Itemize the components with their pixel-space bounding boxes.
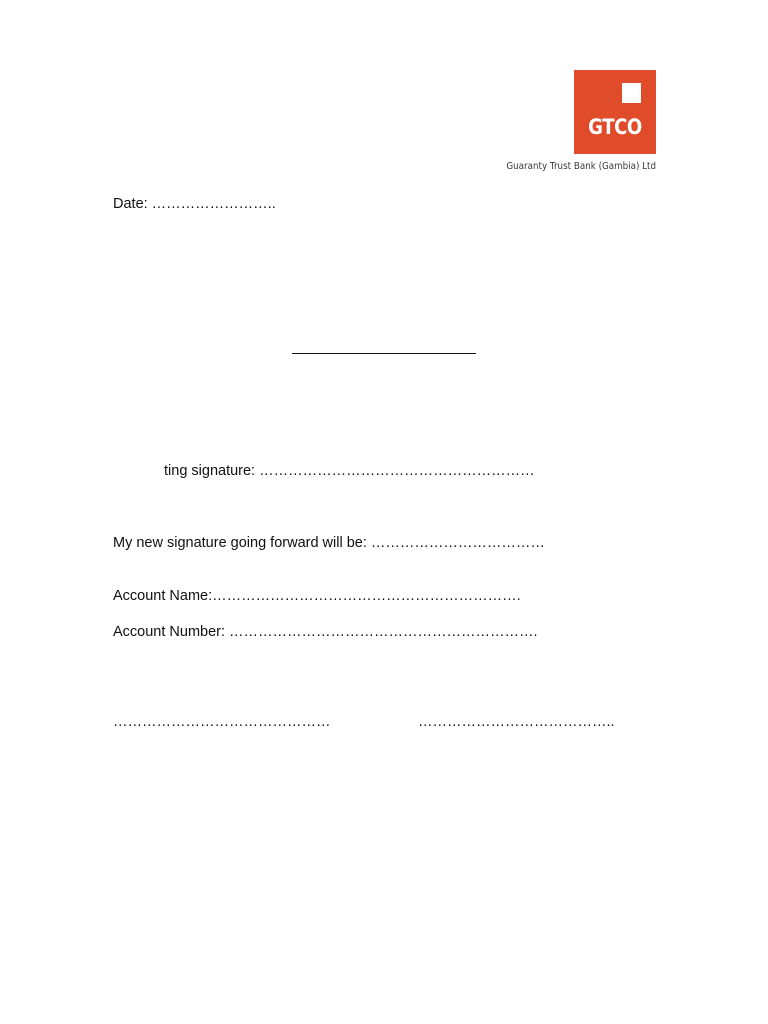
gtco-logo [574, 70, 656, 154]
date-field: Date: …………………….. [113, 196, 276, 212]
new-signature-field: My new signature going forward will be: ……………………………… [113, 535, 545, 551]
logo-text: GTCO [588, 115, 642, 139]
logo-square-mark [622, 83, 641, 103]
existing-signature-field: ting signature: ………………………………………………… [164, 463, 535, 479]
account-number-field: Account Number: ………………………………………………………. [113, 624, 538, 640]
bank-name: Guaranty Trust Bank (Gambia) Ltd [506, 161, 656, 172]
title-underline [292, 353, 476, 354]
signature-line-right: ………………………………….. [418, 714, 615, 730]
account-name-field: Account Name:………………………………………………………. [113, 588, 521, 604]
signature-line-left: ……………………………………… [113, 714, 331, 730]
